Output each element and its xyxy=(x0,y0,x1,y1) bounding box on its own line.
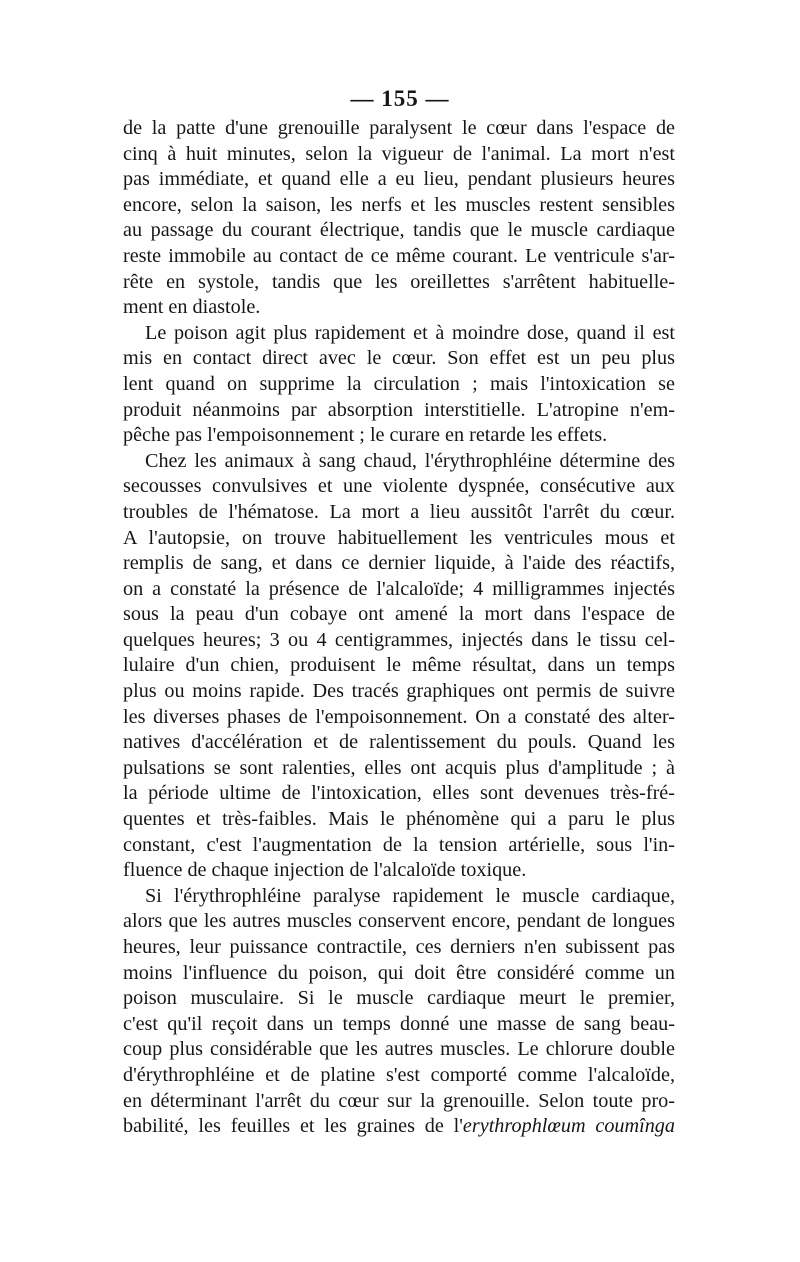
text-line: mis en contact direct avec le cœur. Son effet est un peu plus xyxy=(123,347,675,370)
text-line: Si l'érythrophléine paralyse rapidement le muscle cardiaque, xyxy=(145,884,675,907)
text-line: Le poison agit plus rapidement et à moindre dose, quand il est xyxy=(145,321,675,344)
text-line: lent quand on supprime la circulation ; mais l'intoxication se xyxy=(123,372,675,395)
text-line: reste immobile au contact de ce même courant. Le ventricule s'ar- xyxy=(123,244,675,267)
body-text xyxy=(123,116,675,1140)
text-line: en déterminant l'arrêt du cœur sur la grenouille. Selon toute pro- xyxy=(123,1089,675,1112)
text-line: c'est qu'il reçoit dans un temps donné une masse de sang beau- xyxy=(123,1012,675,1035)
text-line: poison musculaire. Si le muscle cardiaque meurt le premier, xyxy=(123,987,675,1010)
text-line: heures, leur puissance contractile, ces derniers n'en subissent pas xyxy=(123,936,675,958)
text-line: remplis de sang, et dans ce dernier liquide, à l'aide des réactifs, xyxy=(123,552,675,575)
page-number: — 155 — xyxy=(350,86,450,111)
text-line: la période ultime de l'intoxication, elles sont devenues très-fré- xyxy=(123,782,675,805)
text-line: de la patte d'une grenouille paralysent le cœur dans l'espace de xyxy=(123,117,675,139)
text-line: ment en diastole. xyxy=(123,296,261,319)
text-line: plus ou moins rapide. Des tracés graphiques ont permis de suivre xyxy=(123,680,675,703)
text-line: les diverses phases de l'empoisonnement. On a constaté des alter- xyxy=(123,705,675,728)
italic-species-name: erythrophlœum coumînga xyxy=(462,1115,675,1138)
text-line: encore, selon la saison, les nerfs et les muscles restent sensibles xyxy=(123,193,675,216)
text-line: quelques heures; 3 ou 4 centigrammes, injectés dans le tissu cel- xyxy=(123,628,675,651)
paragraph xyxy=(123,884,675,1140)
text-line: A l'autopsie, on trouve habituellement les ventricules mous et xyxy=(123,526,675,549)
text-line: secousses convulsives et une violente dyspnée, consécutive aux xyxy=(123,475,675,498)
text-line: sous la peau d'un cobaye ont amené la mort dans l'espace de xyxy=(123,603,675,626)
text-line: lulaire d'un chien, produisent le même résultat, dans un temps xyxy=(123,654,675,677)
text-line: pêche pas l'empoisonnement ; le curare en retarde les effets. xyxy=(123,424,608,447)
text-line: d'érythrophléine et de platine s'est comporté comme l'alcaloïde, xyxy=(123,1063,675,1086)
paragraph xyxy=(123,321,675,449)
text-line: cinq à huit minutes, selon la vigueur de l'animal. La mort n'est xyxy=(123,142,675,165)
text-segment: babilité, les feuilles et les graines de l' xyxy=(123,1115,463,1138)
text-line: pas immédiate, et quand elle a eu lieu, pendant plusieurs heures xyxy=(123,168,675,191)
text-line: rête en systole, tandis que les oreillettes s'arrêtent habituelle- xyxy=(123,270,675,293)
text-line: constant, c'est l'augmentation de la tension artérielle, sous l'in- xyxy=(123,833,675,856)
text-line: alors que les autres muscles conservent encore, pendant de longues xyxy=(123,910,675,933)
text-line: pulsations se sont ralenties, elles ont acquis plus d'amplitude ; à xyxy=(123,756,675,779)
text-line: moins l'influence du poison, qui doit être considéré comme un xyxy=(123,961,675,984)
text-line: au passage du courant électrique, tandis que le muscle cardiaque xyxy=(123,219,675,242)
text-line: coup plus considérable que les autres muscles. Le chlorure double xyxy=(123,1038,675,1061)
text-line: quentes et très-faibles. Mais le phénomène qui a paru le plus xyxy=(123,808,675,831)
text-line: Chez les animaux à sang chaud, l'érythrophléine détermine des xyxy=(145,449,675,472)
text-line: natives d'accélération et de ralentissement du pouls. Quand les xyxy=(123,731,675,754)
text-line: fluence de chaque injection de l'alcaloïde toxique. xyxy=(123,859,527,882)
text-line: produit néanmoins par absorption interstitielle. L'atropine n'em- xyxy=(123,398,675,421)
paragraph xyxy=(123,449,675,884)
paragraph xyxy=(123,116,675,321)
text-line xyxy=(123,1114,675,1140)
text-line: on a constaté la présence de l'alcaloïde; 4 milligrammes injectés xyxy=(123,577,675,600)
text-line: troubles de l'hématose. La mort a lieu aussitôt l'arrêt du cœur. xyxy=(123,500,675,523)
